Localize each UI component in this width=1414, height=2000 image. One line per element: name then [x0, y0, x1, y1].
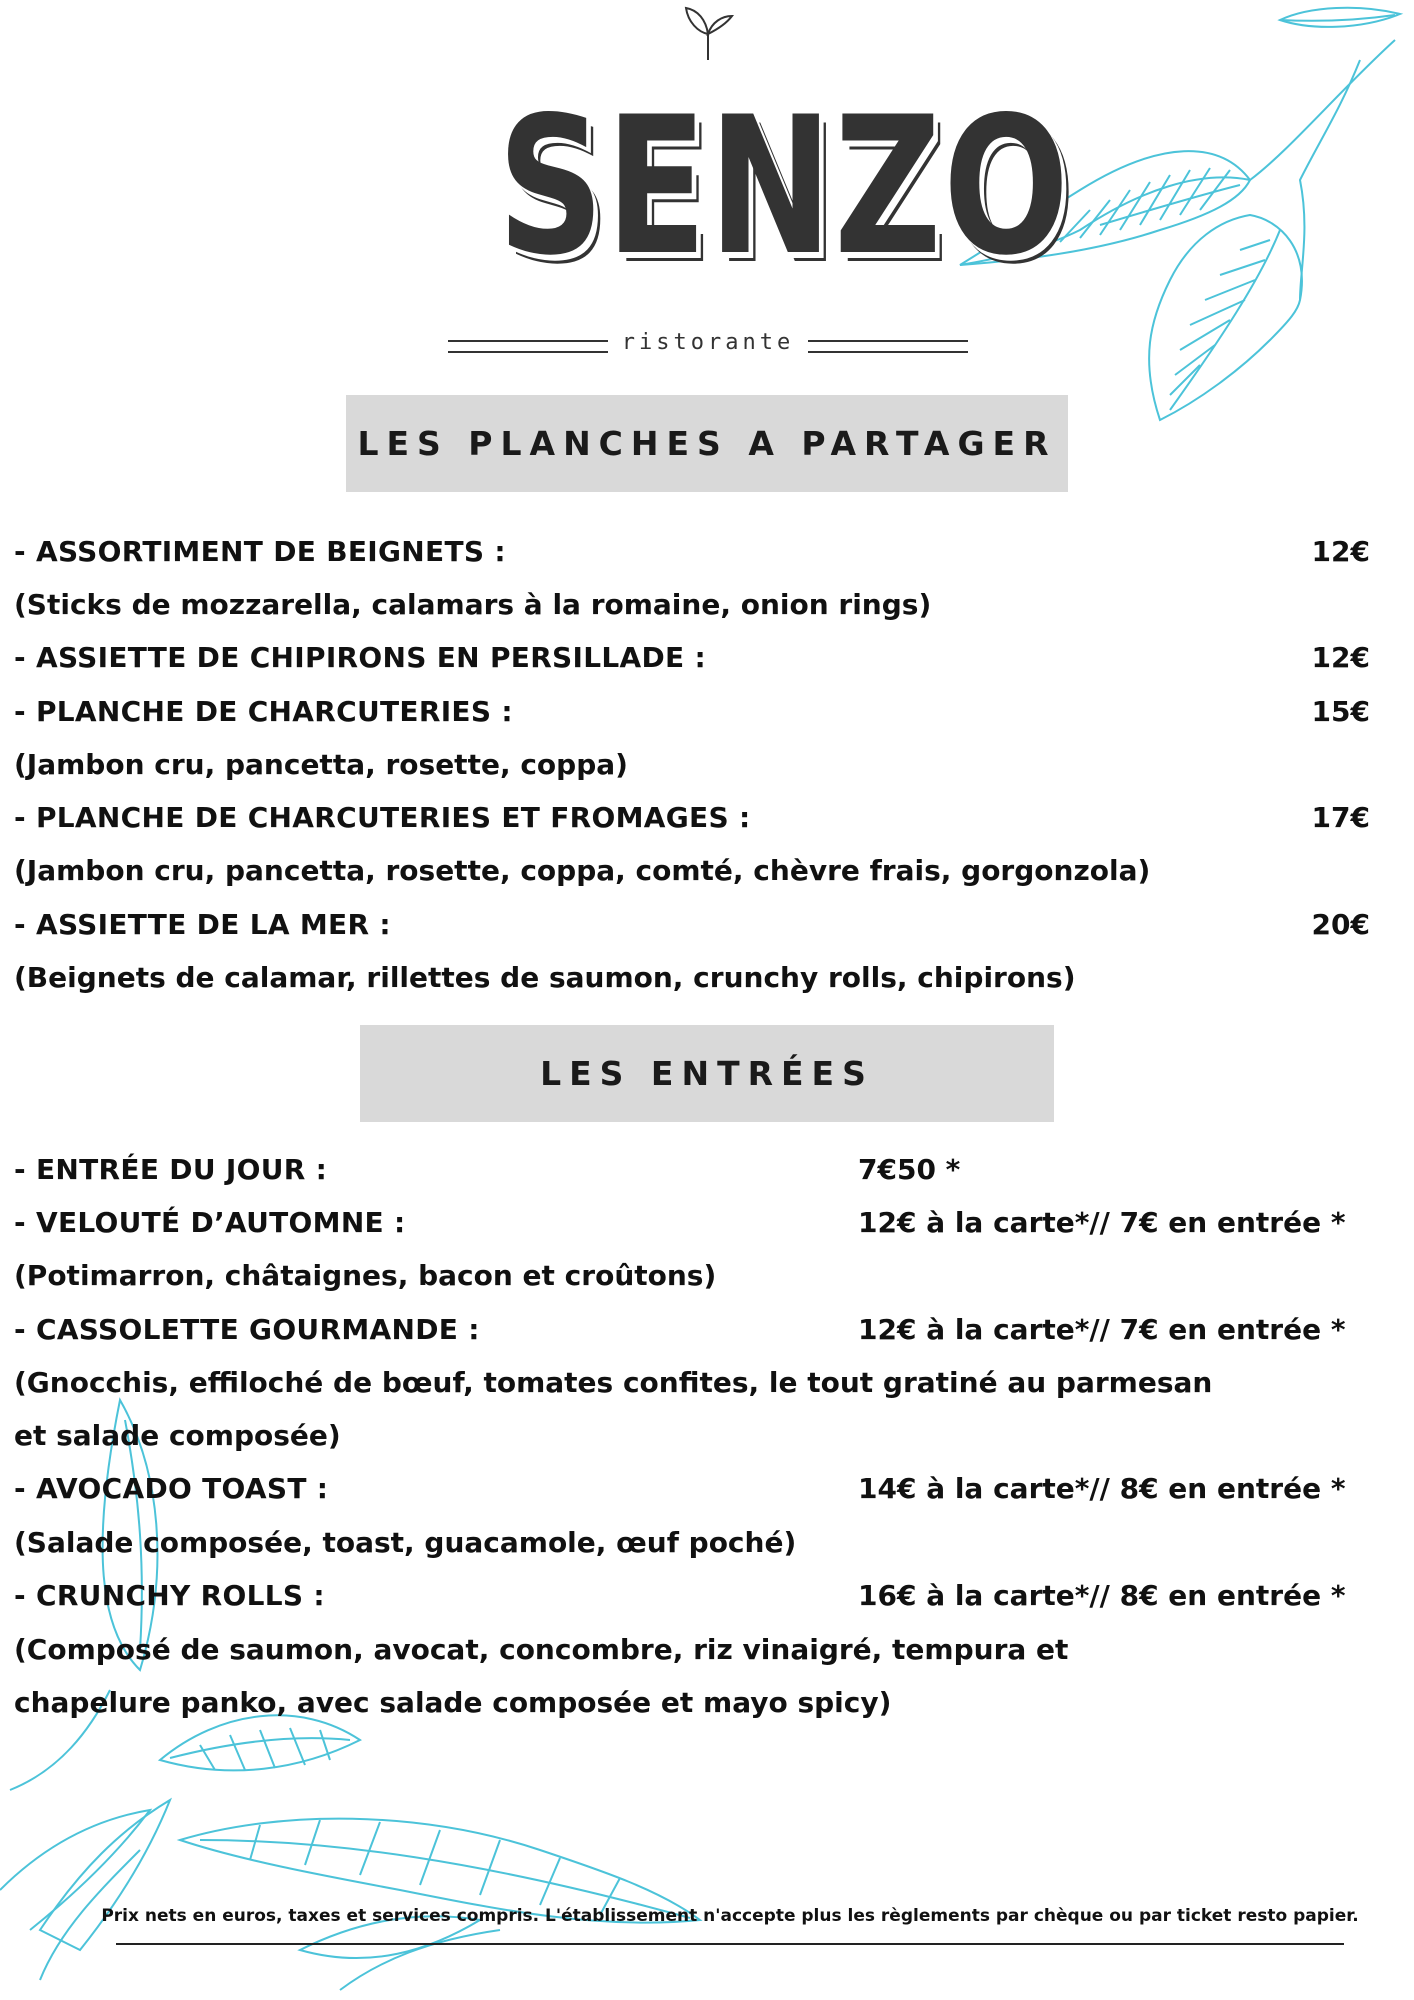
menu-item-description: (Sticks de mozzarella, calamars à la romaine, onion rings)	[14, 588, 932, 621]
section-header-planches	[346, 395, 1068, 492]
menu-item-price: 20€	[1311, 908, 1370, 941]
menu-item-description: (Jambon cru, pancetta, rosette, coppa)	[14, 748, 628, 781]
menu-item-name: - ASSORTIMENT DE BEIGNETS :	[14, 535, 506, 568]
menu-item-name: - ASSIETTE DE LA MER :	[14, 908, 391, 941]
menu-item-price: 15€	[1311, 695, 1370, 728]
menu-item-name: - PLANCHE DE CHARCUTERIES :	[14, 695, 513, 728]
leaf-sprout-icon	[678, 2, 738, 62]
menu-item-name: - ASSIETTE DE CHIPIRONS EN PERSILLADE :	[14, 641, 707, 674]
menu-item-price: 12€	[1311, 641, 1370, 674]
menu-item-price: 7€50 *	[858, 1153, 961, 1186]
footer-note: Prix nets en euros, taxes et services compris. L'établissement n'accepte plus les règlements par chèque ou par ticket resto papier.	[101, 1906, 1359, 1926]
menu-item-description: (Beignets de calamar, rillettes de saumon, crunchy rolls, chipirons)	[14, 961, 1076, 994]
menu-item-description: (Composé de saumon, avocat, concombre, riz vinaigré, tempura et	[14, 1633, 1069, 1666]
menu-item-description: et salade composée)	[14, 1419, 341, 1452]
menu-item-price: 12€	[1311, 535, 1370, 568]
menu-item-name: - AVOCADO TOAST :	[14, 1472, 329, 1505]
menu-item-price: 12€ à la carte*// 7€ en entrée *	[858, 1206, 1346, 1239]
menu-item-name: - CRUNCHY ROLLS :	[14, 1579, 325, 1612]
menu-item-description: (Gnocchis, effiloché de bœuf, tomates confites, le tout gratiné au parmesan	[14, 1366, 1213, 1399]
menu-item-description: (Jambon cru, pancetta, rosette, coppa, comté, chèvre frais, gorgonzola)	[14, 854, 1151, 887]
brand-tagline: ristorante	[621, 330, 795, 355]
brand-name: SENZO	[497, 76, 1071, 297]
menu-item-description: (Salade composée, toast, guacamole, œuf poché)	[14, 1526, 797, 1559]
menu-item-description: chapelure panko, avec salade composée et mayo spicy)	[14, 1686, 892, 1719]
section-title: LES ENTRÉES	[540, 1054, 874, 1093]
menu-item-description: (Potimarron, châtaignes, bacon et croûtons)	[14, 1259, 717, 1292]
menu-item-price: 16€ à la carte*// 8€ en entrée *	[858, 1579, 1346, 1612]
menu-item-name: - VELOUTÉ D’AUTOMNE :	[14, 1206, 406, 1239]
restaurant-logo	[438, 0, 1071, 370]
menu-item-price: 17€	[1311, 801, 1370, 834]
tagline-rule-left	[448, 340, 608, 353]
menu-item-price: 12€ à la carte*// 7€ en entrée *	[858, 1313, 1346, 1346]
menu-item-name: - ENTRÉE DU JOUR :	[14, 1153, 328, 1186]
footer-divider	[116, 1943, 1344, 1945]
section-title: LES PLANCHES A PARTAGER	[357, 424, 1057, 463]
section-header-entrees	[360, 1025, 1054, 1122]
menu-item-name: - CASSOLETTE GOURMANDE :	[14, 1313, 480, 1346]
tagline-rule-right	[808, 340, 968, 353]
menu-item-price: 14€ à la carte*// 8€ en entrée *	[858, 1472, 1346, 1505]
menu-item-name: - PLANCHE DE CHARCUTERIES ET FROMAGES :	[14, 801, 751, 834]
